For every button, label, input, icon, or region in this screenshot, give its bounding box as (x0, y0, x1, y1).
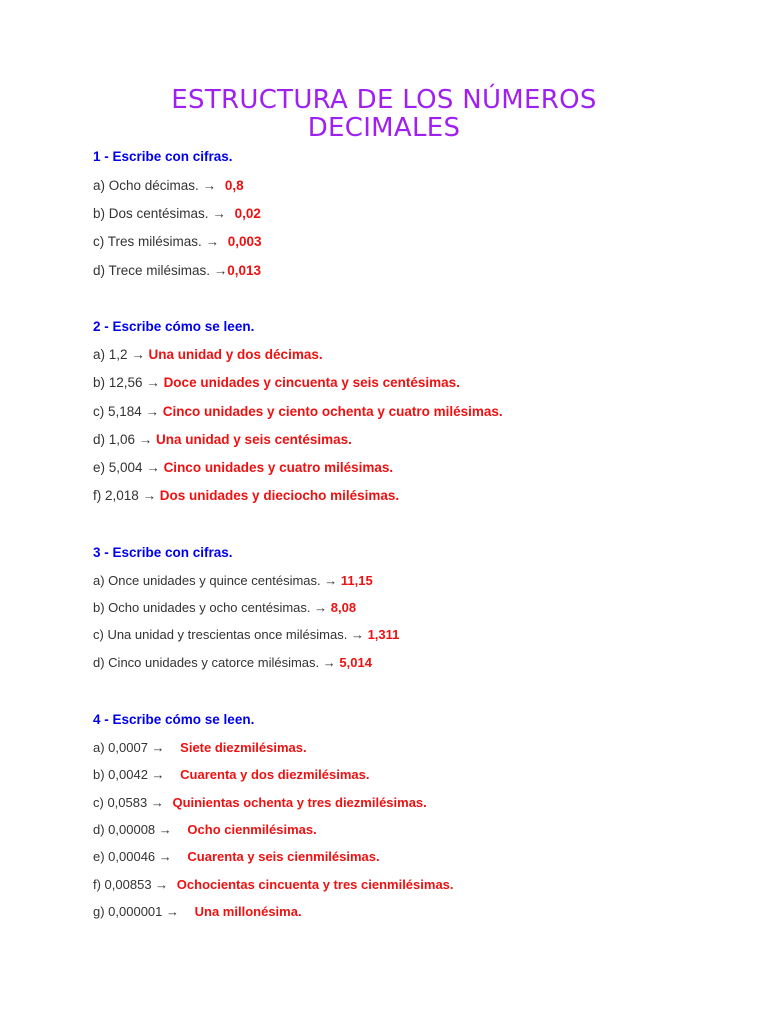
page-title (0, 86, 768, 142)
item-prompt: d) Cinco unidades y catorce milésimas. → (93, 655, 336, 670)
exercise-item (93, 432, 352, 448)
item-answer: 8,08 (330, 600, 357, 615)
item-answer: 0,013 (227, 263, 262, 278)
item-prompt: d) Trece milésimas. → (93, 263, 228, 278)
exercise-item (93, 822, 317, 838)
item-answer: Cinco unidades y ciento ochenta y cuatro milésimas. (162, 404, 503, 419)
item-answer: Ochocientas cincuenta y tres cienmilésimas. (176, 877, 454, 892)
exercise-item (93, 234, 262, 250)
item-answer: 11,15 (340, 573, 373, 588)
item-answer: Doce unidades y cincuenta y seis centésimas. (163, 375, 460, 390)
item-prompt: b) Ocho unidades y ocho centésimas. → (93, 600, 328, 615)
item-answer: 0,8 (224, 178, 244, 193)
item-answer: Ocho cienmilésimas. (187, 822, 317, 837)
exercise-item (93, 460, 393, 476)
item-prompt: a) Ocho décimas. → (93, 178, 217, 193)
title-line-1: ESTRUCTURA DE LOS NÚMEROS (171, 85, 597, 115)
item-answer: Cuarenta y dos diezmilésimas. (180, 767, 370, 782)
exercise-item (93, 849, 380, 865)
item-prompt: b) 0,0042 → (93, 767, 165, 782)
item-answer: Cinco unidades y cuatro milésimas. (163, 460, 394, 475)
section-2-heading: 2 - Escribe cómo se leen. (93, 319, 255, 334)
item-answer: 0,003 (227, 234, 262, 249)
title-line-2: DECIMALES (307, 113, 461, 143)
item-prompt: a) 1,2 → (93, 347, 145, 362)
item-prompt: d) 1,06 → (93, 432, 153, 447)
item-prompt: c) Una unidad y trescientas once milésimas. → (93, 627, 364, 642)
item-answer: Cuarenta y seis cienmilésimas. (187, 849, 380, 864)
exercise-item (93, 627, 399, 643)
exercise-item (93, 263, 261, 279)
exercise-item (93, 877, 454, 893)
item-prompt: e) 5,004 → (93, 460, 160, 475)
exercise-item (93, 795, 427, 811)
item-prompt: c) 0,0583 → (93, 795, 164, 810)
exercise-item (93, 573, 373, 589)
item-answer: Dos unidades y dieciocho milésimas. (159, 488, 400, 503)
section-3-heading: 3 - Escribe con cifras. (93, 545, 233, 560)
section-1-heading: 1 - Escribe con cifras. (93, 149, 233, 164)
exercise-item (93, 375, 460, 391)
item-answer: 1,311 (367, 627, 400, 642)
item-prompt: a) Once unidades y quince centésimas. → (93, 573, 338, 588)
exercise-item (93, 767, 369, 783)
section-4-heading: 4 - Escribe cómo se leen. (93, 712, 255, 727)
exercise-item (93, 178, 244, 194)
item-prompt: d) 0,00008 → (93, 822, 172, 837)
item-answer: Quinientas ochenta y tres diezmilésimas. (172, 795, 427, 810)
item-prompt: a) 0,0007 → (93, 740, 165, 755)
exercise-item (93, 655, 372, 671)
exercise-item (93, 206, 261, 222)
item-prompt: b) 12,56 → (93, 375, 160, 390)
exercise-item (93, 600, 356, 616)
exercise-item (93, 488, 399, 504)
item-prompt: f) 2,018 → (93, 488, 157, 503)
exercise-item (93, 404, 503, 420)
item-answer: Siete diezmilésimas. (180, 740, 307, 755)
exercise-item (93, 904, 302, 920)
item-answer: Una unidad y seis centésimas. (156, 432, 352, 447)
item-prompt: e) 0,00046 → (93, 849, 172, 864)
item-prompt: c) 5,184 → (93, 404, 160, 419)
item-answer: Una unidad y dos décimas. (148, 347, 323, 362)
item-prompt: c) Tres milésimas. → (93, 234, 220, 249)
item-prompt: g) 0,000001 → (93, 904, 180, 919)
item-answer: 0,02 (234, 206, 261, 221)
item-prompt: b) Dos centésimas. → (93, 206, 226, 221)
item-prompt: f) 0,00853 → (93, 877, 169, 892)
exercise-item (93, 740, 307, 756)
item-answer: 5,014 (339, 655, 372, 670)
item-answer: Una millonésima. (194, 904, 302, 919)
exercise-item (93, 347, 323, 363)
